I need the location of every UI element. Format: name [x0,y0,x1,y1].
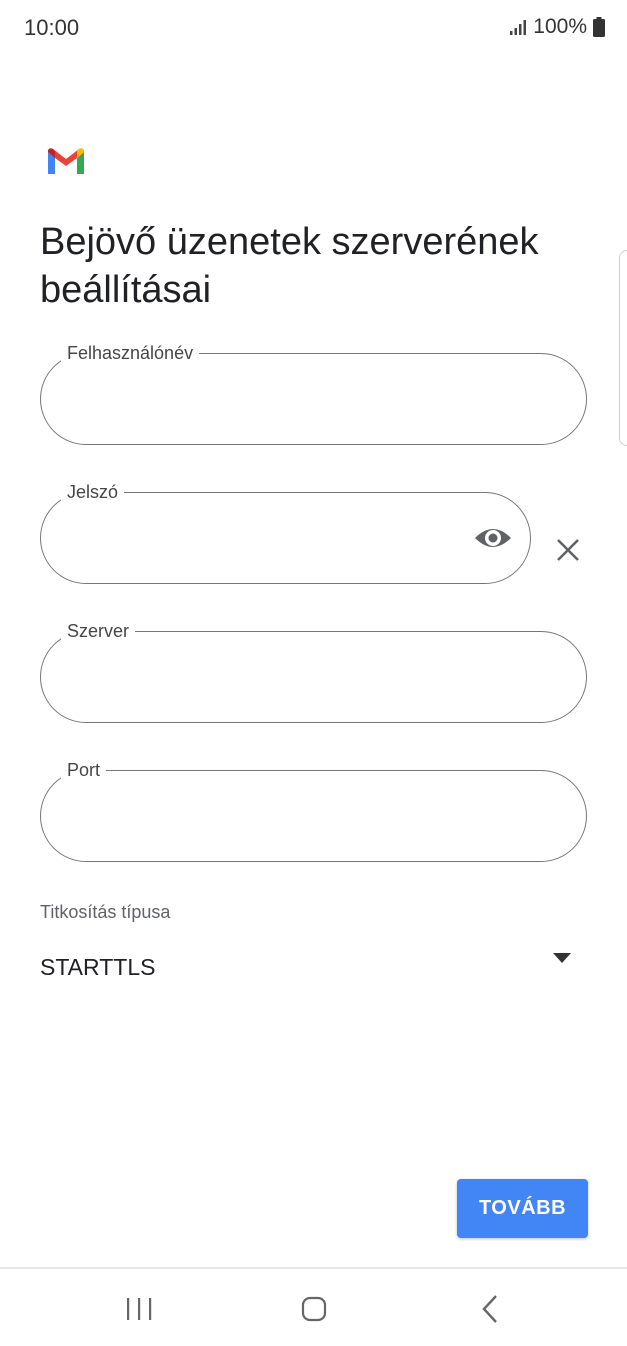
status-time: 10:00 [24,15,80,40]
scroll-indicator [619,250,627,446]
encryption-value: STARTTLS [40,954,156,980]
recents-icon[interactable] [124,1296,154,1322]
username-label: Felhasználónév [61,342,199,364]
username-field[interactable] [40,343,587,445]
password-field[interactable] [40,482,531,584]
battery-percent: 100% [533,15,587,38]
username-input[interactable] [65,382,562,420]
server-input[interactable] [65,660,562,698]
eye-icon[interactable] [474,523,512,553]
encryption-label: Titkosítás típusa [40,902,171,922]
password-input[interactable] [65,521,460,559]
home-icon[interactable] [301,1296,327,1322]
dropdown-icon [553,952,571,964]
signal-icon [509,18,527,36]
next-button[interactable]: TOVÁBB [457,1179,588,1238]
back-icon[interactable] [480,1294,500,1324]
status-icons [509,15,605,39]
clear-icon[interactable] [554,536,582,564]
encryption-select[interactable] [40,940,585,996]
battery-icon [593,17,605,37]
server-label: Szerver [61,620,135,642]
gmail-logo [46,146,86,176]
page-title: Bejövő üzenetek szerverének beállításai [40,221,539,311]
port-input[interactable] [65,799,562,837]
navigation-bar [0,1269,627,1346]
status-bar [0,0,627,56]
server-field[interactable] [40,621,587,723]
port-field[interactable] [40,760,587,862]
port-label: Port [61,759,106,781]
password-label: Jelszó [61,481,124,503]
